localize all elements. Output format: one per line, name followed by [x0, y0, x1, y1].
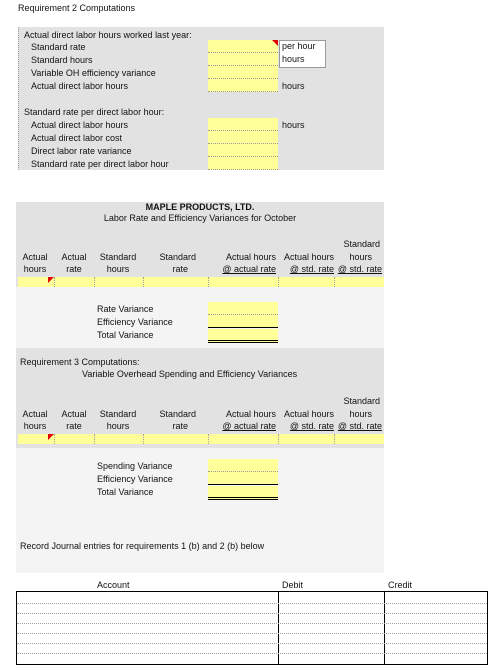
req2-row-label: Standard rate	[31, 42, 86, 52]
req2-row-label: Actual direct labor cost	[31, 133, 123, 143]
rate-variance-input[interactable]	[208, 302, 278, 315]
journal-instruction: Record Journal entries for requirements 1 (b) and 2 (b) below	[20, 541, 265, 551]
header-standard-hours: Standard	[99, 409, 137, 419]
header-sh-sr: Standard	[343, 239, 380, 249]
column-debit: Debit	[282, 580, 304, 590]
header-ah-sr: @ std. rate	[289, 421, 334, 431]
req2-title: Requirement 2 Computations	[18, 3, 136, 13]
header-actual-hours: Actual	[22, 409, 48, 419]
req2-row-label: Actual direct labor hours	[31, 81, 129, 91]
journal-row[interactable]	[17, 653, 487, 654]
header-sh-sr: Standard	[343, 396, 380, 406]
header-sh-sr: hours	[349, 409, 372, 419]
actual-labor-cost-input[interactable]	[208, 131, 278, 144]
req3-body-panel	[16, 448, 384, 513]
company-title: MAPLE PRODUCTS, LTD.	[145, 202, 255, 212]
req3-title: Requirement 3 Computations:	[20, 357, 140, 367]
comment-marker-icon	[272, 40, 278, 46]
variance-label: Efficiency Variance	[97, 474, 173, 484]
header-ah-ar: Actual hours	[225, 252, 276, 262]
header-sh-sr: hours	[349, 252, 372, 262]
header-standard-hours: Standard	[99, 252, 137, 262]
journal-row[interactable]	[17, 643, 487, 644]
standard-rate-input[interactable]	[208, 40, 278, 53]
unit-label: per hour	[282, 41, 316, 51]
req2-section1-title: Actual direct labor hours worked last year:	[24, 30, 192, 40]
header-sh-sr: @ std. rate	[337, 421, 382, 431]
req2-section2-title: Standard rate per direct labor hour:	[24, 107, 165, 117]
labor-subtitle: Labor Rate and Efficiency Variances for October	[103, 213, 297, 223]
req2-row-label: Standard hours	[31, 55, 93, 65]
unit-label: hours	[282, 81, 305, 91]
journal-row[interactable]	[17, 623, 487, 624]
header-standard-rate: rate	[172, 421, 188, 431]
header-actual-rate: Actual	[61, 409, 87, 419]
header-actual-rate: rate	[66, 264, 82, 274]
header-standard-hours: hours	[106, 264, 130, 274]
comment-marker-icon	[48, 434, 54, 440]
unit-label: hours	[282, 120, 305, 130]
header-actual-rate: rate	[66, 421, 82, 431]
req2-row-label: Standard rate per direct labor hour	[31, 159, 169, 169]
unit-label: hours	[282, 54, 305, 64]
variance-label: Total Variance	[97, 330, 154, 340]
header-actual-rate: Actual	[61, 252, 87, 262]
actual-hours-input-2[interactable]	[208, 118, 278, 131]
column-credit: Credit	[388, 580, 413, 590]
header-ah-ar: @ actual rate	[222, 421, 276, 431]
header-actual-hours: hours	[23, 421, 47, 431]
labor-input-row[interactable]	[18, 277, 384, 287]
req2-row-label: Direct labor rate variance	[31, 146, 132, 156]
labor-rate-variance-input[interactable]	[208, 144, 278, 157]
header-standard-rate: Standard	[159, 409, 196, 419]
journal-row[interactable]	[17, 603, 487, 604]
voh-efficiency-variance-input[interactable]	[208, 66, 278, 79]
variance-label: Efficiency Variance	[97, 317, 173, 327]
header-sh-sr: @ std. rate	[337, 264, 382, 274]
variance-label: Spending Variance	[97, 461, 173, 471]
header-actual-hours: Actual	[22, 252, 48, 262]
req2-row-label: Actual direct labor hours	[31, 120, 129, 130]
req3-subtitle: Variable Overhead Spending and Efficiency Variances	[82, 369, 298, 379]
header-ah-sr: Actual hours	[283, 252, 334, 262]
header-standard-rate: Standard	[159, 252, 196, 262]
standard-hours-input[interactable]	[208, 53, 278, 66]
header-ah-sr: @ std. rate	[289, 264, 334, 274]
column-account: Account	[97, 580, 130, 590]
header-ah-ar: Actual hours	[225, 409, 276, 419]
header-ah-ar: @ actual rate	[222, 264, 276, 274]
header-ah-sr: Actual hours	[283, 409, 334, 419]
spending-variance-input[interactable]	[208, 459, 278, 472]
journal-row[interactable]	[17, 633, 487, 634]
actual-direct-labor-hours-input[interactable]	[208, 79, 278, 92]
voh-input-row[interactable]	[18, 434, 384, 444]
total-variance-input[interactable]	[208, 329, 278, 343]
header-actual-hours: hours	[23, 264, 47, 274]
labor-variance-body-panel	[16, 287, 384, 348]
header-standard-rate: rate	[172, 264, 188, 274]
journal-row[interactable]	[17, 613, 487, 614]
voh-efficiency-variance-input[interactable]	[208, 472, 278, 485]
variance-label: Rate Variance	[97, 304, 154, 314]
comment-marker-icon	[48, 277, 54, 283]
req2-row-label: Variable OH efficiency variance	[31, 68, 156, 78]
efficiency-variance-input[interactable]	[208, 315, 278, 328]
standard-rate-result-input[interactable]	[208, 157, 278, 170]
variance-label: Total Variance	[97, 487, 154, 497]
voh-total-variance-input[interactable]	[208, 486, 278, 500]
header-standard-hours: hours	[106, 421, 130, 431]
